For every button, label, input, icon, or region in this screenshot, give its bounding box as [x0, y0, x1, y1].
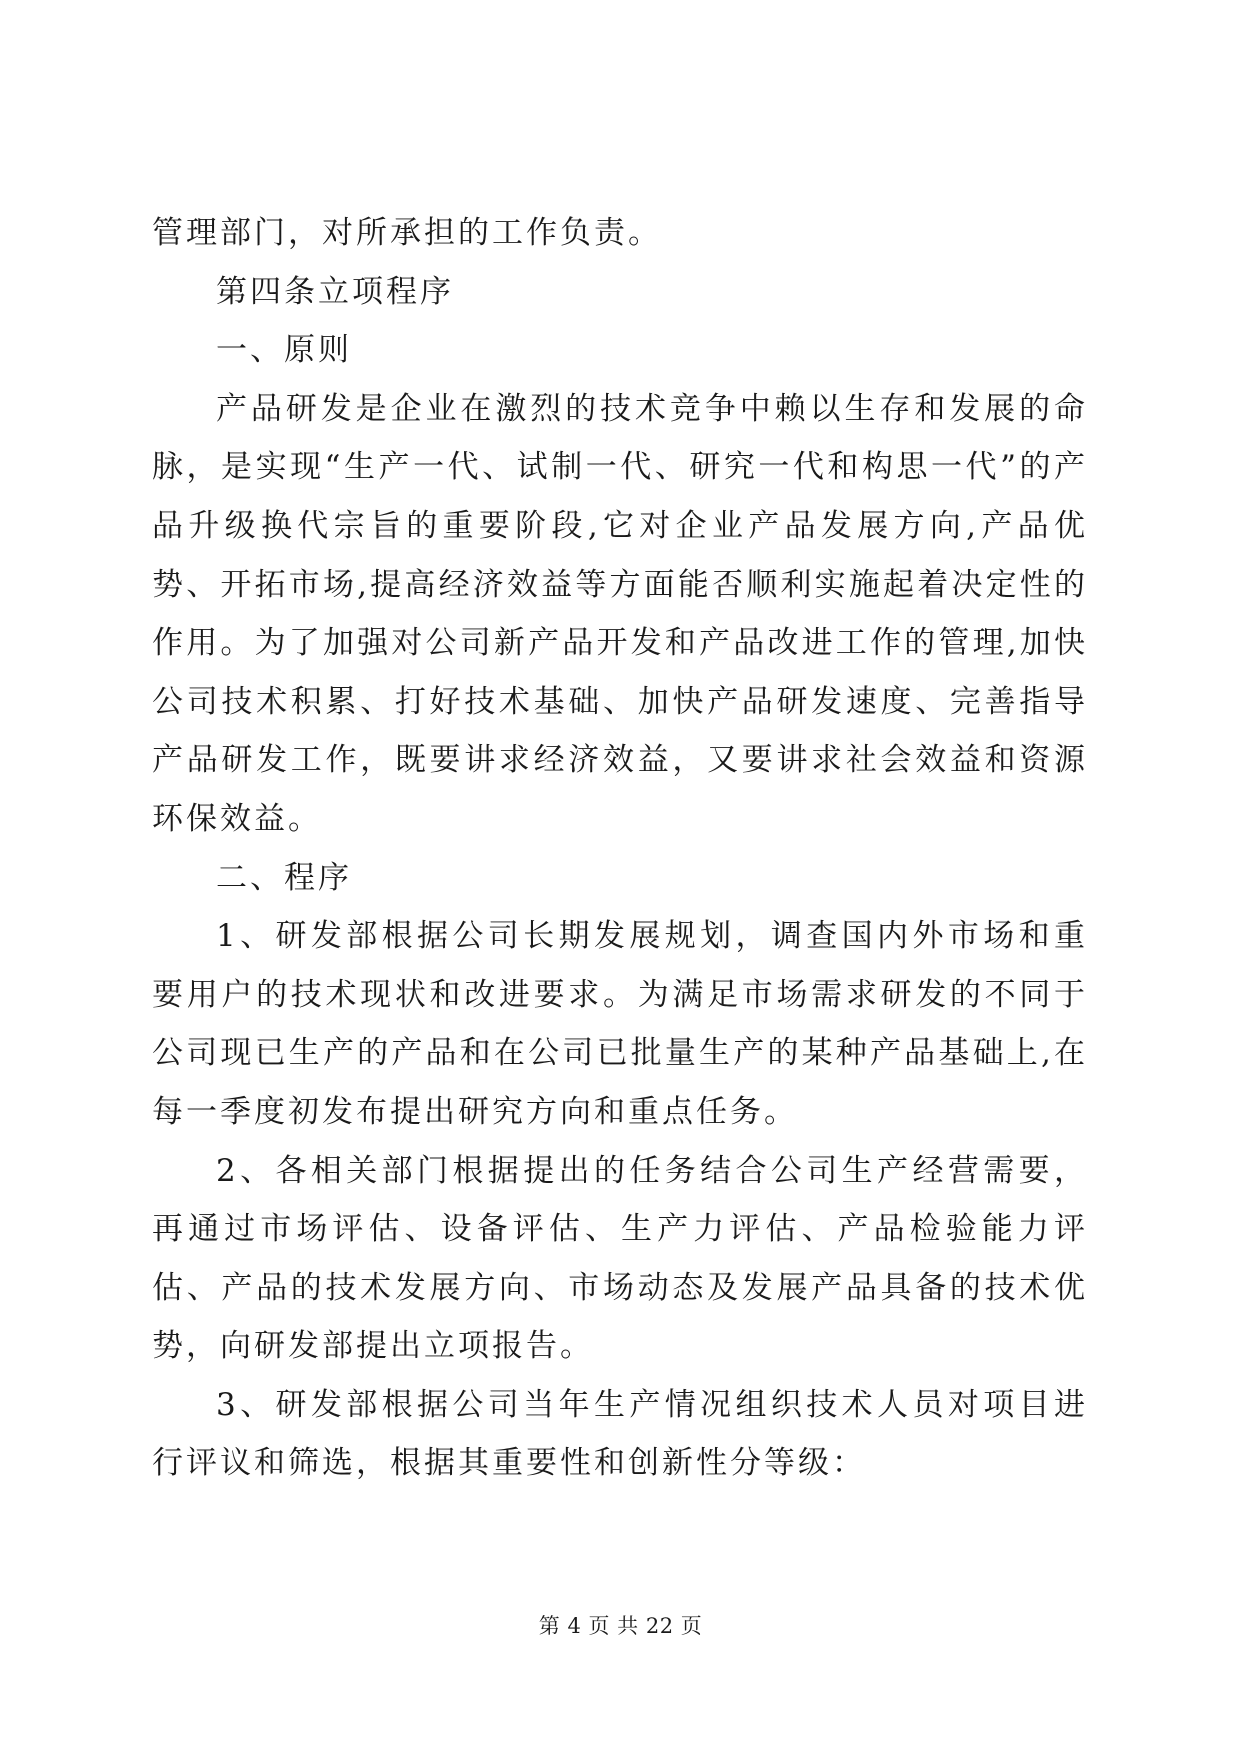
procedure-item-3: 3、研发部根据公司当年生产情况组织技术人员对项目进行评议和筛选，根据其重要性和创新性分等级：	[152, 1386, 1088, 1482]
document-body	[152, 204, 1088, 1493]
procedure-item-2: 2、各相关部门根据提出的任务结合公司生产经营需要，再通过市场评估、设备评估、生产力评估、产品检验能力评估、产品的技术发展方向、市场动态及发展产品具备的技术优势，向研发部提出立项报告。	[152, 1152, 1088, 1365]
paragraph-principle-body: 产品研发是企业在激烈的技术竞争中赖以生存和发展的命脉，是实现“生产一代、试制一代、研究一代和构思一代”的产品升级换代宗旨的重要阶段,它对企业产品发展方向,产品优势、开拓市场,提高经济效益等方面能否顺利实施起着决定性的作用。为了加强对公司新产品开发和产品改进工作的管理,加快公司技术积累、打好技术基础、加快产品研发速度、完善指导产品研发工作，既要讲求经济效益，又要讲求社会效益和资源环保效益。	[152, 390, 1088, 837]
paragraph-1: 管理部门，对所承担的工作负责。	[152, 215, 662, 251]
article-heading: 第四条立项程序	[216, 273, 454, 310]
section-heading-principle: 一、原则	[216, 332, 352, 369]
section-heading-procedure: 二、程序	[216, 859, 352, 896]
procedure-item-1: 1、研发部根据公司长期发展规划，调查国内外市场和重要用户的技术现状和改进要求。为满足市场需求研发的不同于公司现已生产的产品和在公司已批量生产的某种产品基础上,在每一季度初发布提出研究方向和重点任务。	[152, 918, 1088, 1130]
page-number-footer: 第 4 页 共 22 页	[538, 1614, 703, 1638]
